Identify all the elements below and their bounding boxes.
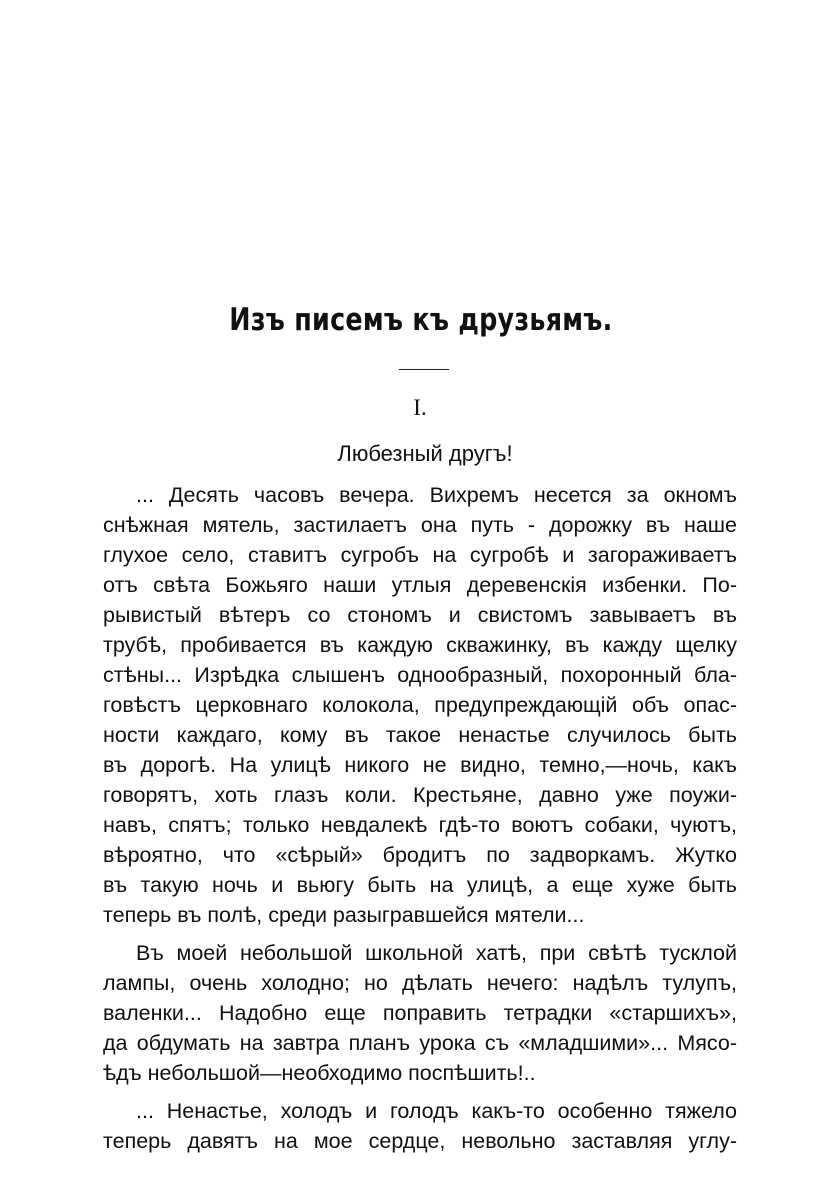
text-line: отъ свѣта Божьяго наши утлыя деревенскія избенки. По- xyxy=(103,573,737,597)
paragraph-gap xyxy=(103,1088,737,1096)
text-line: рывистый вѣтеръ со стономъ и свистомъ завываетъ въ xyxy=(103,603,737,627)
text-line: навъ, спятъ; только невдалекѣ гдѣ-то воютъ собаки, чуютъ, xyxy=(103,813,737,837)
text-line: да обдумать на завтра планъ урока съ «младшими»... Мясо- xyxy=(103,1031,737,1055)
paragraph-gap xyxy=(103,930,737,938)
text-line: теперь въ полѣ, среди разыгравшейся мятели... xyxy=(103,903,585,927)
text-line: глухое село, ставитъ сугробъ на сугробѣ и загораживаетъ xyxy=(103,543,737,567)
text-line: лампы, очень холодно; но дѣлать нечего: надѣлъ тулупъ, xyxy=(103,971,737,995)
section-number: I. xyxy=(413,395,427,420)
text-line: снѣжная мятель, застилаетъ она путь - дорожку въ наше xyxy=(103,513,737,537)
text-line: говѣстъ церковнаго колокола, предупреждающій объ опас- xyxy=(103,693,737,717)
text-line: валенки... Надобно еще поправить тетрадки «старшихъ», xyxy=(103,1001,737,1025)
text-line: ѣдъ небольшой—необходимо поспѣшить!.. xyxy=(103,1061,536,1085)
title-divider xyxy=(399,369,449,370)
text-line: стѣны... Изрѣдка слышенъ однообразный, похоронный бла- xyxy=(103,663,737,687)
text-line: въ дорогѣ. На улицѣ никого не видно, темно,—ночь, какъ xyxy=(103,753,737,777)
text-line: вѣроятно, что «сѣрый» бродитъ по задворкамъ. Жутко xyxy=(103,843,737,867)
text-line: теперь давятъ на мое сердце, невольно заставляя углу- xyxy=(103,1129,737,1153)
text-line: ности каждаго, кому въ такое ненастье случилось быть xyxy=(103,723,737,747)
paragraph-2 xyxy=(103,938,737,1088)
text-line: въ такую ночь и вьюгу быть на улицѣ, а еще хуже быть xyxy=(103,873,737,897)
letter-body xyxy=(103,480,737,1156)
text-line: ... Ненастье, холодъ и голодъ какъ-то особенно тяжело xyxy=(136,1099,737,1123)
letter-salutation: Любезный другъ! xyxy=(337,441,513,466)
text-line: говорятъ, хоть глазъ коли. Крестьяне, давно уже поужи- xyxy=(103,783,737,807)
text-line: Въ моей небольшой школьной хатѣ, при свѣтѣ тусклой xyxy=(136,941,737,965)
paragraph-3 xyxy=(103,1096,737,1156)
text-line: трубѣ, пробивается въ каждую скважинку, въ кажду щелку xyxy=(103,633,737,657)
text-line: ... Десять часовъ вечера. Вихремъ несется за окномъ xyxy=(136,483,737,507)
chapter-title: Изъ писемъ къ друзьямъ. xyxy=(229,302,613,338)
paragraph-1 xyxy=(103,480,737,930)
